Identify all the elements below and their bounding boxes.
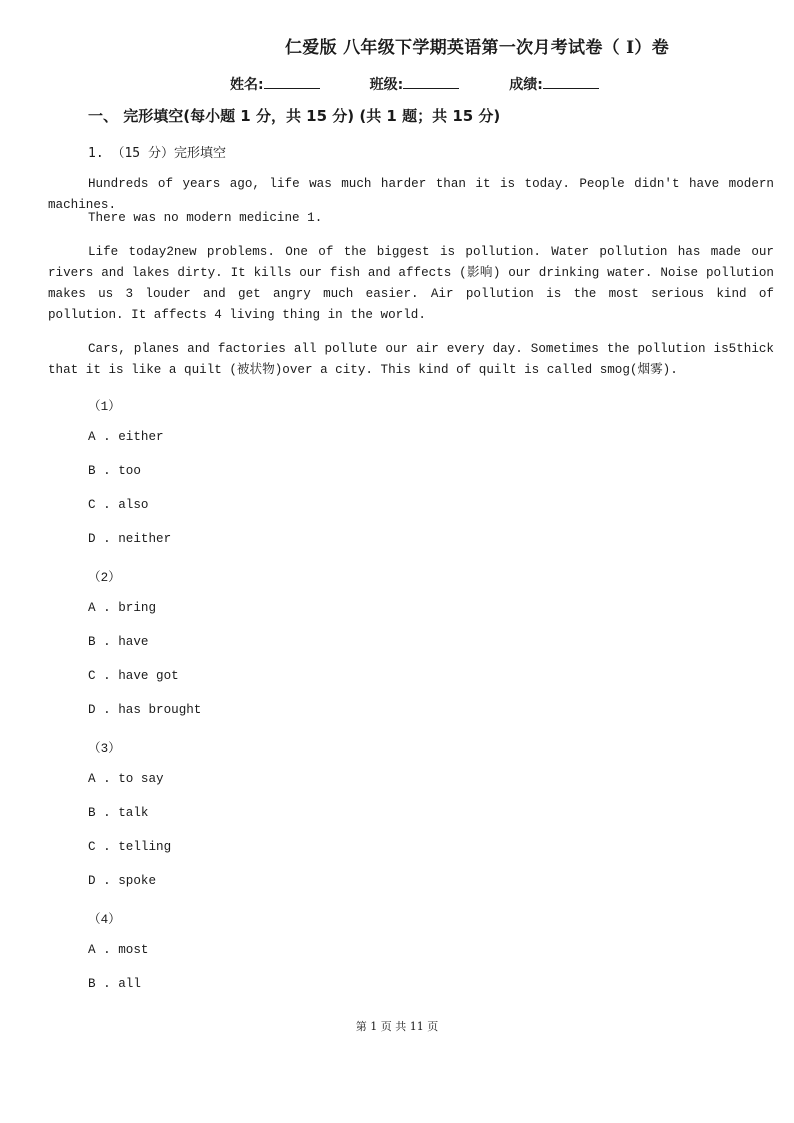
class-blank[interactable] bbox=[403, 76, 459, 89]
name-blank[interactable] bbox=[264, 76, 320, 89]
option-item[interactable]: A . to say bbox=[88, 772, 164, 786]
class-label: 班级: bbox=[369, 77, 404, 93]
name-label: 姓名: bbox=[230, 77, 264, 93]
sub-question-number: （3） bbox=[88, 742, 121, 756]
option-item[interactable]: B . too bbox=[88, 464, 141, 478]
page-footer: 第 1 页 共 11 页 bbox=[355, 1020, 439, 1033]
passage-paragraph-1: Hundreds of years ago, life was much harder than it is today. People didn't have modern machines. bbox=[48, 177, 774, 212]
option-item[interactable]: D . neither bbox=[88, 532, 172, 546]
option-item[interactable]: C . have got bbox=[88, 669, 179, 683]
option-item[interactable]: C . telling bbox=[88, 840, 172, 854]
option-item[interactable]: C . also bbox=[88, 498, 149, 512]
class-field[interactable] bbox=[370, 74, 460, 94]
score-field[interactable] bbox=[509, 74, 599, 94]
option-item[interactable]: A . bring bbox=[88, 601, 157, 615]
option-item[interactable]: B . have bbox=[88, 635, 149, 649]
option-item[interactable]: B . all bbox=[88, 977, 141, 991]
option-item[interactable]: A . most bbox=[88, 943, 149, 957]
score-label: 成绩: bbox=[509, 77, 543, 93]
name-field[interactable] bbox=[230, 74, 320, 94]
option-item[interactable]: B . talk bbox=[88, 806, 149, 820]
passage-paragraph-4: Cars, planes and factories all pollute our air every day. Sometimes the pollution is5thick that it is like a quilt (被状物)over a city. This kind of quilt is called smog(烟雾). bbox=[48, 342, 774, 377]
option-item[interactable]: A . either bbox=[88, 430, 164, 444]
passage-paragraph-2: There was no modern medicine 1. bbox=[88, 211, 323, 225]
sub-question-number: （4） bbox=[88, 913, 121, 927]
student-info-row bbox=[230, 74, 649, 94]
option-item[interactable]: D . has brought bbox=[88, 703, 202, 717]
page-title: 仁爱版 八年级下学期英语第一次月考试卷（ I）卷 bbox=[285, 38, 669, 58]
passage-paragraph-3: Life today2new problems. One of the biggest is pollution. Water pollution has made our rivers and lakes dirty. It kills our fish and affects (影响) our drinking water. Noise pollution makes us 3 louder and get angry much easier. Air pollution is the most serious kind of pollution. It affects 4 living thing in the world. bbox=[48, 245, 774, 322]
sub-question-number: （1） bbox=[88, 400, 121, 414]
sub-question-number: （2） bbox=[88, 571, 121, 585]
score-blank[interactable] bbox=[543, 76, 599, 89]
section-heading: 一、 完形填空(每小题 1 分，共 15 分) (共 1 题；共 15 分) bbox=[88, 107, 501, 125]
option-item[interactable]: D . spoke bbox=[88, 874, 157, 888]
question-heading: 1. （15 分）完形填空 bbox=[88, 146, 226, 161]
